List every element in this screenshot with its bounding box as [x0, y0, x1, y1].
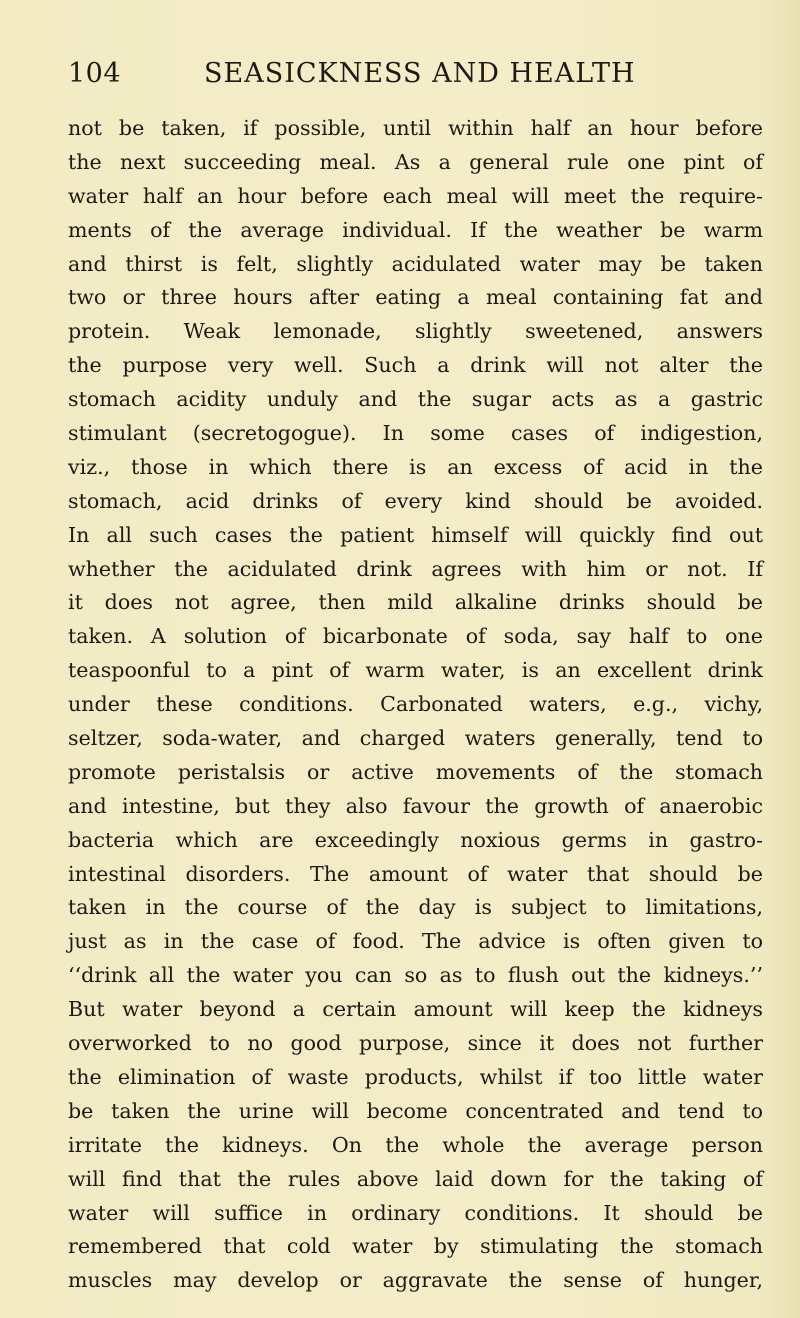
text-line: just as in the case of food. The advice is often given to [68, 929, 763, 954]
running-head [68, 58, 758, 98]
text-line: intestinal disorders. The amount of water that should be [68, 861, 763, 886]
text-line: In all such cases the patient himself will quickly find out [68, 522, 763, 547]
text-line: stomach acidity unduly and the sugar acts as a gastric [68, 387, 763, 412]
text-line: stimulant (secretogogue). In some cases of indigestion, [68, 421, 763, 446]
text-line: ments of the average individual. If the weather be warm [68, 217, 763, 242]
running-title: SEASICKNESS AND HEALTH [204, 58, 636, 89]
text-line: But water beyond a certain amount will keep the kidneys [68, 997, 763, 1022]
text-line: stomach, acid drinks of every kind should be avoided. [68, 488, 763, 513]
text-line: two or three hours after eating a meal containing fat and [68, 285, 763, 310]
text-line: water will suffice in ordinary conditions. It should be [68, 1200, 763, 1225]
text-line: remembered that cold water by stimulating the stomach [68, 1234, 763, 1259]
text-line: not be taken, if possible, until within half an hour before [68, 116, 763, 140]
text-line: bacteria which are exceedingly noxious germs in gastro- [68, 827, 763, 852]
text-line: be taken the urine will become concentrated and tend to [68, 1098, 763, 1123]
text-line: muscles may develop or aggravate the sense of hunger, [68, 1268, 763, 1293]
text-line: ‘‘drink all the water you can so as to flush out the kidneys.’’ [68, 963, 763, 988]
text-line: seltzer, soda-water, and charged waters generally, tend to [68, 726, 763, 751]
text-line: water half an hour before each meal will meet the require- [68, 183, 763, 208]
text-line: taken. A solution of bicarbonate of soda, say half to one [68, 624, 763, 649]
text-line: whether the acidulated drink agrees with him or not. If [68, 556, 763, 581]
body-text [68, 112, 763, 1298]
text-line: protein. Weak lemonade, slightly sweetened, answers [68, 319, 763, 344]
page-number: 104 [68, 58, 122, 89]
text-line: under these conditions. Carbonated waters, e.g., vichy, [68, 692, 763, 717]
text-line: teaspoonful to a pint of warm water, is an excellent drink [68, 658, 763, 683]
text-line: promote peristalsis or active movements of the stomach [68, 759, 763, 784]
text-line: irritate the kidneys. On the whole the average person [68, 1132, 763, 1157]
text-line: and intestine, but they also favour the growth of anaerobic [68, 793, 763, 818]
text-line: will find that the rules above laid down for the taking of [68, 1166, 763, 1191]
text-line: viz., those in which there is an excess of acid in the [68, 454, 763, 479]
text-line: the elimination of waste products, whilst if too little water [68, 1064, 763, 1089]
text-line: it does not agree, then mild alkaline drinks should be [68, 590, 763, 615]
text-line: and thirst is felt, slightly acidulated water may be taken [68, 251, 763, 276]
text-line: the next succeeding meal. As a general rule one pint of [68, 149, 763, 174]
text-line: taken in the course of the day is subject to limitations, [68, 895, 763, 920]
text-line: overworked to no good purpose, since it does not further [68, 1031, 763, 1056]
text-line: the purpose very well. Such a drink will not alter the [68, 353, 763, 378]
